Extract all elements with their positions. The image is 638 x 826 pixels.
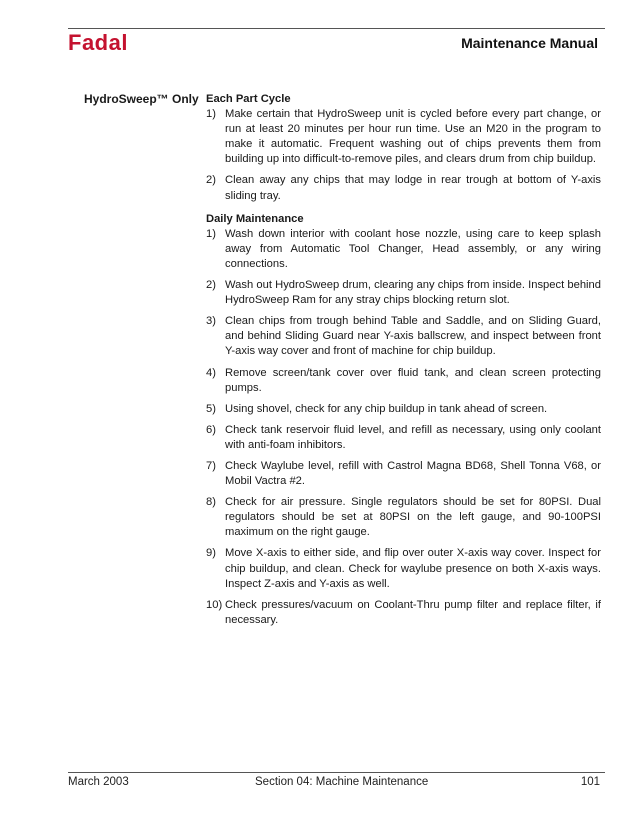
item-text: Clean chips from trough behind Table and Saddle, and on Sliding Guard, and behind Sliding Guard near Y-axis ballscrew, and inspect between front Y-axis way cover and front of machine for chip buildup.: [225, 315, 601, 358]
item-number: 9): [206, 547, 216, 560]
item-text: Remove screen/tank cover over fluid tank, and clean screen protecting pumps.: [225, 366, 601, 394]
item-number: 8): [206, 496, 216, 509]
list-item: [206, 423, 601, 453]
list-item: [206, 173, 601, 203]
list-item: [206, 598, 601, 628]
item-text: Clean away any chips that may lodge in rear trough at bottom of Y-axis sliding tray.: [225, 174, 601, 202]
list-item: [206, 546, 601, 591]
list-item: [206, 459, 601, 489]
list-item: [206, 495, 601, 540]
item-text: Check Waylube level, refill with Castrol Magna BD68, Shell Tonna V68, or Mobil Vactra #2.: [225, 459, 601, 488]
item-text: Check pressures/vacuum on Coolant-Thru pump filter and replace filter, if necessary.: [225, 598, 601, 626]
item-number: 7): [206, 459, 216, 472]
item-number: 2): [206, 279, 216, 292]
side-label: HydroSweep™ Only: [84, 92, 199, 106]
item-text: Wash out HydroSweep drum, clearing any chips from inside. Inspect behind HydroSweep Ram for any stray chips blocking return slot.: [225, 279, 601, 307]
footer-date: March 2003: [68, 776, 129, 788]
brand-logo: Fadal: [68, 30, 128, 55]
list-item: [206, 278, 601, 308]
item-text: Wash down interior with coolant hose nozzle, using care to keep splash away from Automatic Tool Changer, Head assembly, or any wiring connections.: [225, 227, 601, 270]
footer-section: Section 04: Machine Maintenance: [255, 776, 429, 788]
footer-rule: [68, 772, 605, 773]
section-heading: Daily Maintenance: [206, 212, 304, 225]
list-item: [206, 402, 601, 417]
item-text: Make certain that HydroSweep unit is cycled before every part change, or run at least 20 minutes per hour run time. Use an M20 in the program to make it automatic. Frequent washing out of chips prevents them from building up into difficult-to-remove piles, and clears drum from chip buildup.: [225, 108, 601, 166]
section-heading: Each Part Cycle: [206, 93, 291, 105]
item-number: 5): [206, 402, 216, 415]
list-item: [206, 227, 601, 272]
item-number: 1): [206, 108, 216, 121]
main-content: [206, 92, 601, 634]
item-text: Check tank reservoir fluid level, and refill as necessary, using only coolant with anti-foam inhibitors.: [225, 423, 601, 451]
page-number: 101: [580, 776, 600, 788]
item-number: 2): [206, 174, 216, 187]
item-number: 4): [206, 366, 216, 379]
item-number: 10): [206, 598, 223, 611]
item-text: Check for air pressure. Single regulators should be set for 80PSI. Dual regulators should be set at 80PSI on the left gauge, and 90-100PSI maximum on the right gauge.: [225, 496, 601, 539]
list-item: [206, 314, 601, 359]
item-text: Using shovel, check for any chip buildup in tank ahead of screen.: [225, 402, 548, 415]
list-item: [206, 107, 601, 167]
section-each-part-cycle: [206, 92, 601, 204]
header-rule: [68, 28, 605, 29]
manual-title: Maintenance Manual: [461, 35, 598, 51]
item-text: Move X-axis to either side, and flip over outer X-axis way cover. Inspect for chip buildup, and clean. Check for waylube presence on both X-axis ways. Inspect Z-axis and Y-axis as well.: [225, 547, 601, 590]
section-daily-maintenance: [206, 212, 601, 628]
item-number: 3): [206, 315, 216, 328]
item-number: 6): [206, 423, 216, 436]
item-number: 1): [206, 227, 216, 240]
list-item: [206, 366, 601, 396]
